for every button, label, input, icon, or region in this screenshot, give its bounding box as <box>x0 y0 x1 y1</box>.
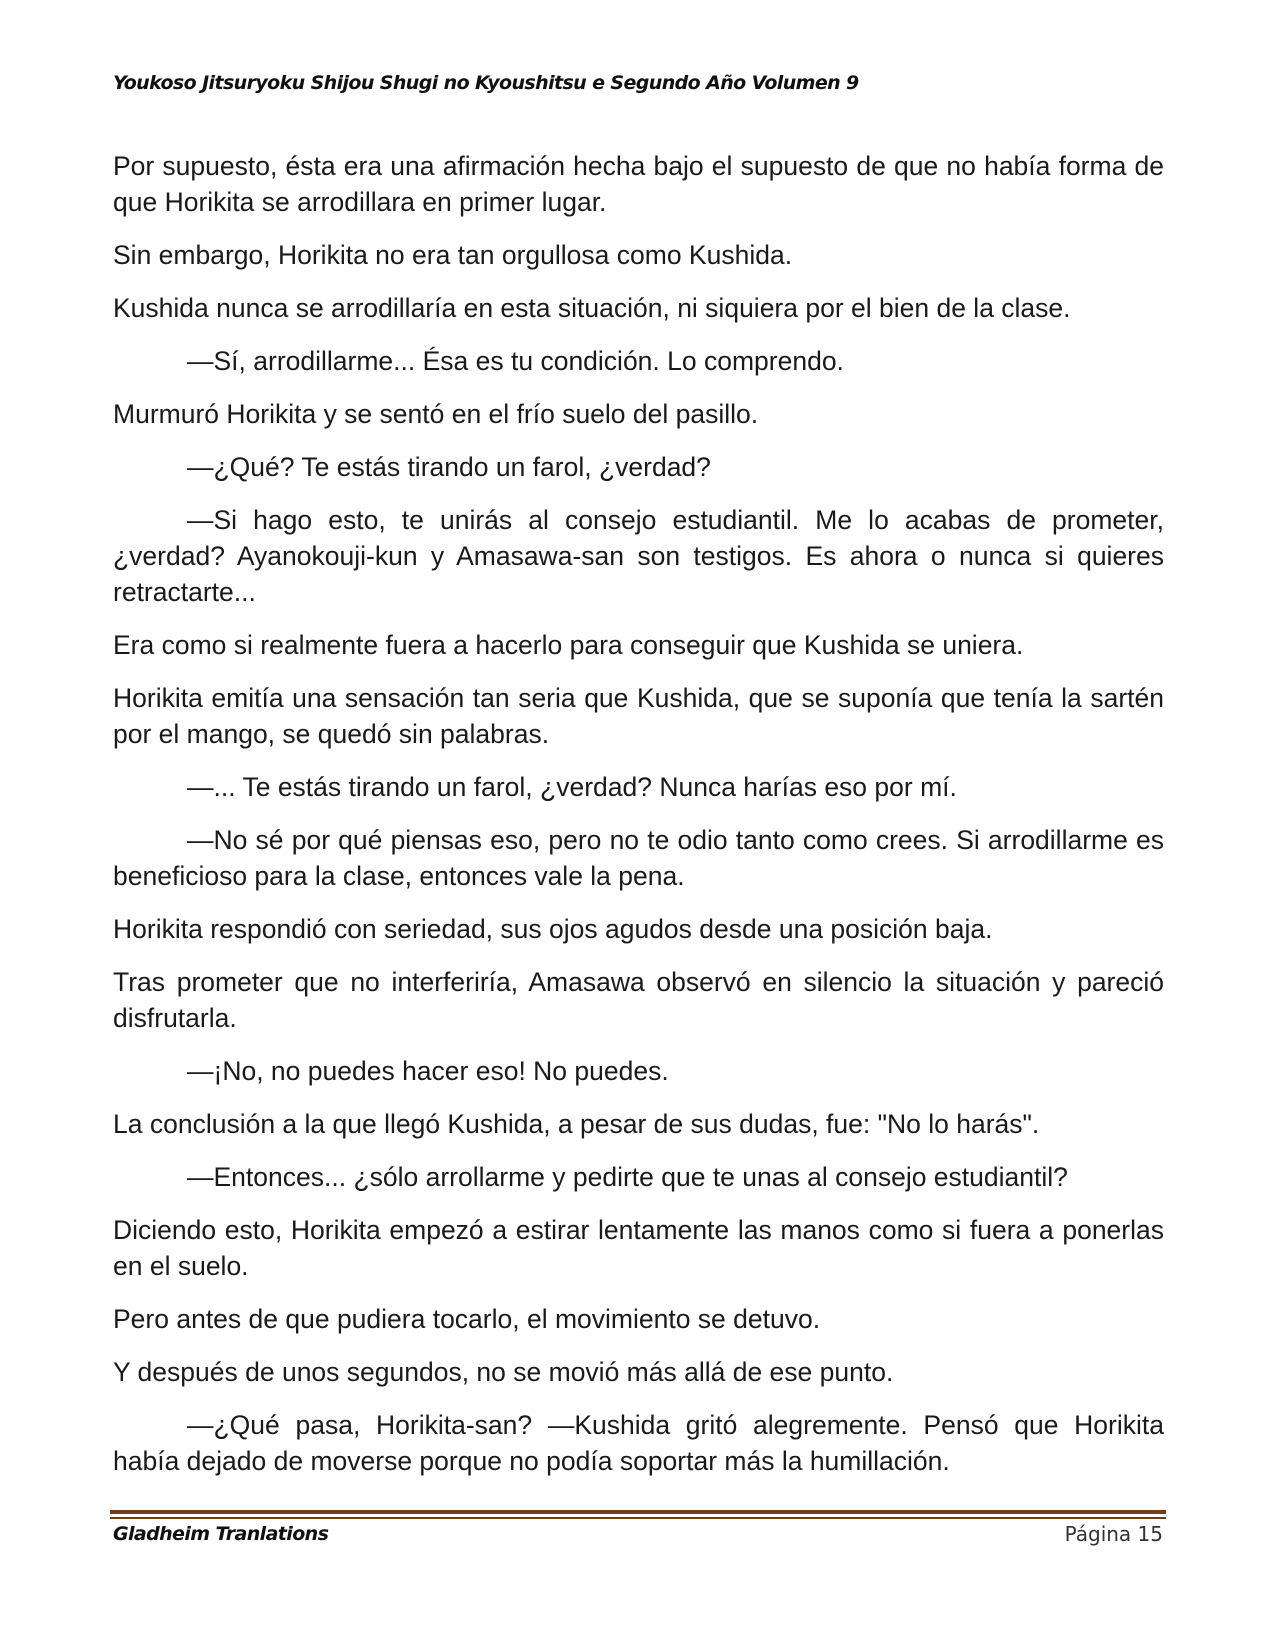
paragraph: Sin embargo, Horikita no era tan orgullosa como Kushida. <box>113 240 793 270</box>
dialogue-paragraph: —Si hago esto, te unirás al consejo estudiantil. Me lo acabas de prometer, ¿verdad? Ayanokouji-kun y Amasawa-san son testigos. Es ahora o nunca si quieres retractarte... <box>113 505 1164 607</box>
page-label: Página <box>1064 1522 1132 1546</box>
dialogue-paragraph: —¿Qué? Te estás tirando un farol, ¿verdad? <box>187 452 711 482</box>
dialogue-paragraph: —No sé por qué piensas eso, pero no te odio tanto como crees. Si arrodillarme es beneficioso para la clase, entonces vale la pena. <box>113 825 1164 891</box>
paragraph: Horikita emitía una sensación tan seria que Kushida, que se suponía que tenía la sartén por el mango, se quedó sin palabras. <box>113 683 1164 749</box>
dialogue-paragraph: —¡No, no puedes hacer eso! No puedes. <box>187 1056 669 1086</box>
paragraph: Por supuesto, ésta era una afirmación hecha bajo el supuesto de que no había forma de que Horikita se arrodillara en primer lugar. <box>113 151 1164 217</box>
footer-credit: Gladheim Tranlations <box>113 1523 329 1545</box>
paragraph: Y después de unos segundos, no se movió más allá de ese punto. <box>113 1357 894 1387</box>
footer-divider <box>110 1510 1166 1519</box>
dialogue-paragraph: —Entonces... ¿sólo arrollarme y pedirte que te unas al consejo estudiantil? <box>187 1162 1068 1192</box>
paragraph: La conclusión a la que llegó Kushida, a pesar de sus dudas, fue: "No lo harás". <box>113 1109 1040 1139</box>
paragraph: Kushida nunca se arrodillaría en esta situación, ni siquiera por el bien de la clase. <box>113 293 1071 323</box>
footer-divider-thick-line <box>110 1510 1166 1514</box>
page-number-block <box>1065 1522 1163 1546</box>
paragraph: Diciendo esto, Horikita empezó a estirar lentamente las manos como si fuera a ponerlas en el suelo. <box>113 1215 1164 1281</box>
footer-divider-thin-line <box>110 1517 1166 1519</box>
dialogue-paragraph: —Sí, arrodillarme... Ésa es tu condición. Lo comprendo. <box>187 346 844 376</box>
dialogue-paragraph: —¿Qué pasa, Horikita-san? —Kushida gritó alegremente. Pensó que Horikita había dejado de moverse porque no podía soportar más la humillación. <box>113 1410 1164 1476</box>
paragraph: Pero antes de que pudiera tocarlo, el movimiento se detuvo. <box>113 1304 821 1334</box>
dialogue-paragraph: —... Te estás tirando un farol, ¿verdad? Nunca harías eso por mí. <box>187 772 957 802</box>
paragraph: Tras prometer que no interferiría, Amasawa observó en silencio la situación y pareció disfrutarla. <box>113 967 1164 1033</box>
page-body <box>113 148 1164 1496</box>
paragraph: Era como si realmente fuera a hacerlo para conseguir que Kushida se uniera. <box>113 630 1024 660</box>
paragraph: Murmuró Horikita y se sentó en el frío suelo del pasillo. <box>113 399 759 429</box>
paragraph: Horikita respondió con seriedad, sus ojos agudos desde una posición baja. <box>113 914 993 944</box>
page-number: 15 <box>1137 1522 1163 1546</box>
running-header-title: Youkoso Jitsuryoku Shijou Shugi no Kyoushitsu e Segundo Año Volumen 9 <box>113 72 859 94</box>
